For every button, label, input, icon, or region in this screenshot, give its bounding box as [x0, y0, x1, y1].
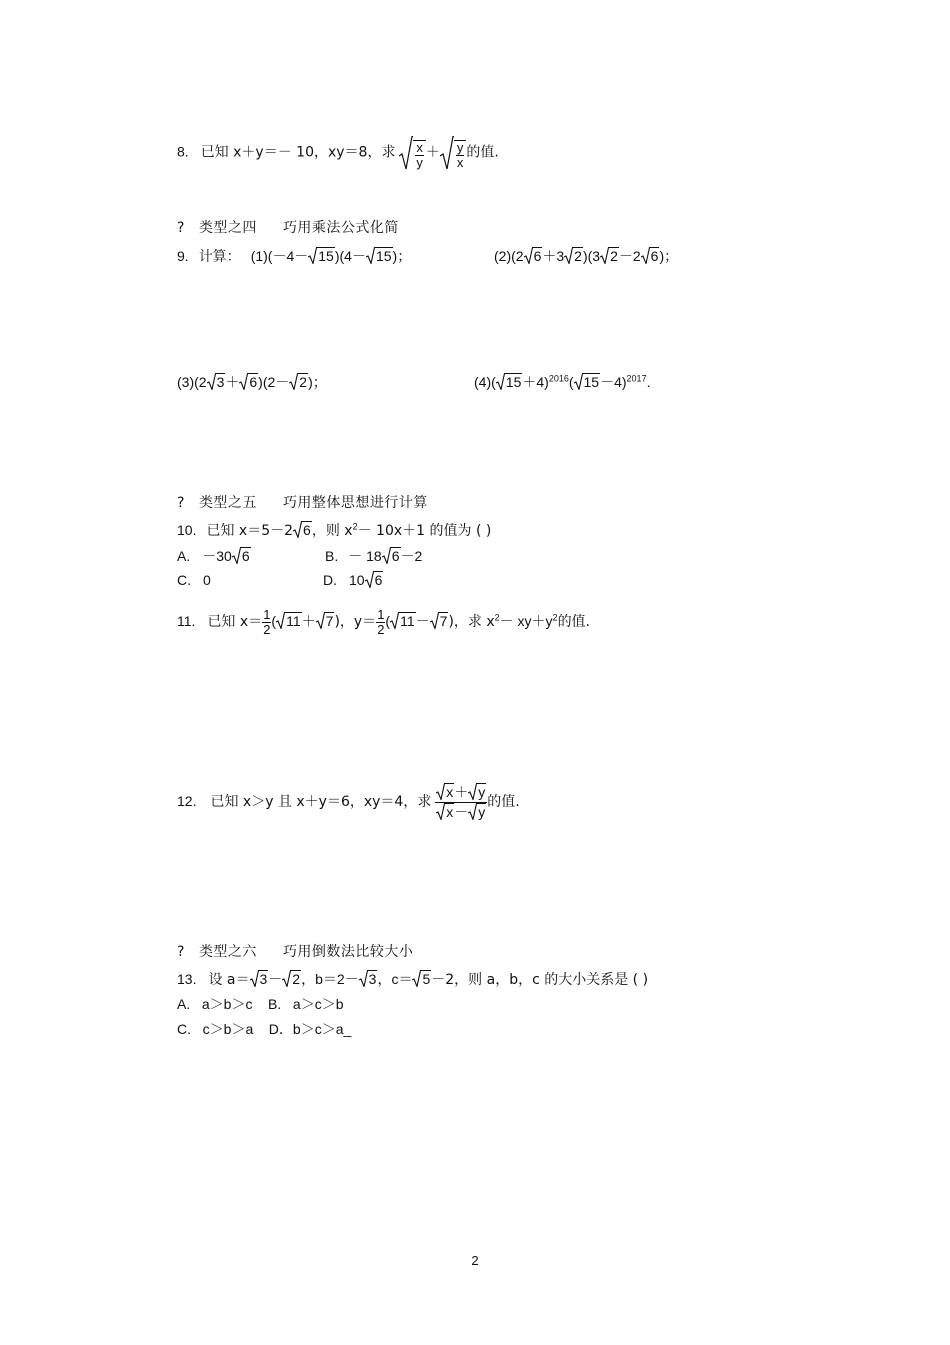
radical-icon — [250, 970, 259, 987]
radical-icon — [430, 612, 439, 629]
radical-icon — [600, 247, 609, 264]
radical-icon — [436, 783, 445, 800]
option-c[interactable]: C. 0 — [177, 572, 211, 588]
question-9-part-4: (4)( 15 ＋4)$^{2016}$( 15 －4)$^{2017}$. — [474, 373, 651, 390]
radical-icon — [496, 373, 505, 390]
radical-icon — [276, 612, 285, 629]
radical-icon — [232, 547, 241, 564]
question-8: 8. 已知 x＋y＝－ 10，xy＝8，求 $\frac{x}{y}$ ＋ $\frac{y}{x}$ 的值. — [177, 136, 499, 170]
radical-icon — [468, 803, 477, 820]
radical-icon — [365, 571, 374, 588]
radical-icon — [390, 612, 399, 629]
radical-icon — [359, 970, 368, 987]
section-heading-4: ? 类型之四 巧用乘法公式化简 — [177, 220, 399, 236]
radical-icon — [440, 136, 454, 170]
radical-icon — [399, 136, 413, 170]
fraction-half: $\frac{1}{2}$ — [377, 607, 385, 637]
radical-icon — [316, 612, 325, 629]
fraction-half: $\frac{1}{2}$ — [263, 607, 271, 637]
radical-icon — [468, 783, 477, 800]
question-11: 11. 已知 x＝ $\frac{1}{2}$ ( 11 ＋ 7 )，y＝ $\frac{1}{2}$ ( 11 － 7 )，求 $x^2- xy+y^2$的值. — [177, 607, 591, 637]
fraction-radicals: x ＋ y x － y — [435, 783, 487, 822]
radical-frac-x-y: $\frac{x}{y}$ — [399, 136, 426, 170]
radical-icon — [289, 373, 298, 390]
question-9-part-3: (3)(2 3 ＋ 6 )(2－ 2 )； — [177, 374, 327, 390]
radical-icon — [412, 970, 421, 987]
radical-icon — [524, 247, 533, 264]
radical-icon — [382, 547, 391, 564]
radical-icon — [293, 521, 302, 538]
radical-icon — [207, 373, 216, 390]
radical-icon — [282, 970, 291, 987]
question-10: 10. 已知 x＝5－2 6 ，则 $x^2- 10x+1$ 的值为 ( ) — [177, 521, 492, 539]
question-9-part-2: (2)(2 6 ＋3 2 )(3 2 －2 6 )； — [494, 248, 679, 264]
question-number: 8. — [177, 143, 189, 160]
option-a[interactable]: A. －30 6 — [177, 548, 250, 564]
radical-icon — [574, 373, 583, 390]
question-13: 13. 设 a＝ 3 － 2 ，b＝2－ 3 ，c＝ 5 －2，则 a，b，c 的大小关系是 ( ) — [177, 971, 649, 988]
radical-icon — [641, 247, 650, 264]
question-9: 9. 计算： (1)(－4－ 15 )(4－ 15 )； — [177, 248, 412, 265]
options-c-d[interactable]: C. c＞b＞a D．b＞c＞a_ — [177, 1021, 352, 1037]
radical-icon — [239, 373, 248, 390]
radical-icon — [436, 803, 445, 820]
option-d[interactable]: D. 10 6 — [323, 572, 383, 588]
radical-frac-y-x: $\frac{y}{x}$ — [440, 136, 467, 170]
page-number: 2 — [471, 1253, 479, 1268]
radical-icon — [308, 247, 317, 264]
option-b[interactable]: B. － 18 6 －2 — [325, 548, 423, 564]
options-a-b[interactable]: A. a＞b＞c B. a＞c＞b — [177, 996, 344, 1012]
radical-icon — [366, 247, 375, 264]
question-12: 12. 已知 x＞y 且 x＋y＝6，xy＝4，求 x ＋ y x － y 的值. — [177, 784, 520, 820]
section-heading-6: ? 类型之六 巧用倒数法比较大小 — [177, 944, 414, 960]
question-text: 已知 x＋y＝－ 10，xy＝8，求 — [200, 144, 396, 161]
radical-icon — [564, 247, 573, 264]
section-heading-5: ? 类型之五 巧用整体思想进行计算 — [177, 495, 428, 511]
